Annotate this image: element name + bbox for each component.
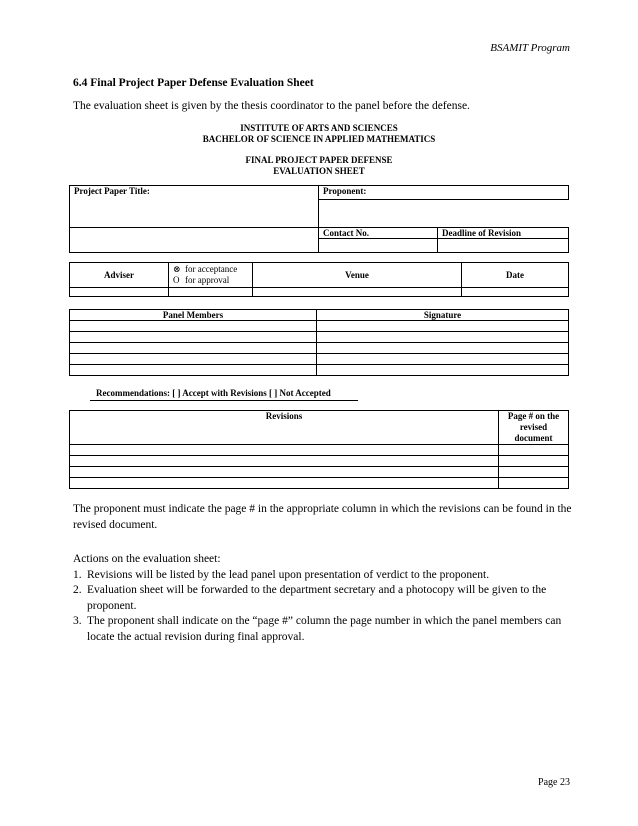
actions-list (73, 552, 573, 645)
panel-member-cell[interactable] (70, 365, 317, 376)
circle-icon[interactable]: O (173, 275, 180, 285)
page-cell[interactable] (499, 478, 569, 489)
actions-title: Actions on the evaluation sheet: (73, 553, 221, 565)
signature-header: Signature (317, 310, 569, 321)
signature-cell[interactable] (317, 343, 569, 354)
form-subtitle: EVALUATION SHEET (273, 166, 365, 176)
project-title-label: Project Paper Title: (70, 186, 319, 228)
revisions-table (69, 410, 569, 489)
instruction-paragraph: The proponent must indicate the page # in the appropriate column in which the revisions can be found in the revised document. (73, 503, 572, 531)
revision-cell[interactable] (70, 467, 499, 478)
list-number: 1. (73, 568, 82, 581)
option-acceptance: for acceptance (185, 264, 238, 274)
list-item: Revisions will be listed by the lead panel upon presentation of verdict to the proponent. (87, 568, 490, 581)
panel-members-header: Panel Members (70, 310, 317, 321)
panel-member-cell[interactable] (70, 343, 317, 354)
signature-cell[interactable] (317, 332, 569, 343)
page-number-header: Page # on the revised document (499, 411, 569, 445)
form-institute: INSTITUTE OF ARTS AND SCIENCES (240, 123, 398, 133)
signature-cell[interactable] (317, 365, 569, 376)
adviser-label: Adviser (70, 263, 169, 288)
signature-cell[interactable] (317, 321, 569, 332)
panel-member-cell[interactable] (70, 321, 317, 332)
contact-label: Contact No. (319, 228, 438, 239)
section-title: 6.4 Final Project Paper Defense Evaluation Sheet (73, 77, 314, 89)
page-cell[interactable] (499, 456, 569, 467)
list-item: Evaluation sheet will be forwarded to the department secretary and a photocopy will be given to the proponent. (87, 584, 547, 612)
revision-cell[interactable] (70, 445, 499, 456)
revision-cell[interactable] (70, 456, 499, 467)
option-field[interactable] (169, 288, 253, 297)
contact-field[interactable] (319, 239, 438, 253)
recommendations: Recommendations: [ ] Accept with Revisions [ ] Not Accepted (96, 388, 331, 398)
adviser-options (169, 263, 253, 288)
list-number: 2. (73, 584, 82, 596)
option-approval: for approval (185, 275, 230, 285)
venue-label: Venue (253, 263, 462, 288)
signature-cell[interactable] (317, 354, 569, 365)
revision-cell[interactable] (70, 478, 499, 489)
recommendations-underline (90, 400, 358, 401)
section-intro: The evaluation sheet is given by the thesis coordinator to the panel before the defense. (73, 100, 470, 112)
panel-member-cell[interactable] (70, 332, 317, 343)
checked-circle-icon[interactable]: ⊗ (173, 264, 181, 274)
adviser-field[interactable] (70, 288, 169, 297)
deadline-label: Deadline of Revision (438, 228, 569, 239)
proponent-label: Proponent: (319, 186, 569, 200)
form-title: FINAL PROJECT PAPER DEFENSE (245, 155, 393, 165)
date-field[interactable] (462, 288, 569, 297)
deadline-field[interactable] (438, 239, 569, 253)
venue-field[interactable] (253, 288, 462, 297)
page-cell[interactable] (499, 467, 569, 478)
header-program: BSAMIT Program (490, 42, 570, 54)
adviser-table (69, 262, 569, 297)
project-info-table (69, 185, 569, 253)
panel-member-cell[interactable] (70, 354, 317, 365)
date-label: Date (462, 263, 569, 288)
page-cell[interactable] (499, 445, 569, 456)
project-title-field[interactable] (70, 228, 319, 253)
panel-table (69, 309, 569, 376)
revisions-header: Revisions (70, 411, 499, 445)
list-number: 3. (73, 615, 82, 627)
list-item: The proponent shall indicate on the “page #” column the page number in which the panel members can locate the actual revision during final approval. (87, 615, 562, 643)
page-number: Page 23 (538, 777, 570, 788)
form-program: BACHELOR OF SCIENCE IN APPLIED MATHEMATICS (202, 134, 436, 144)
